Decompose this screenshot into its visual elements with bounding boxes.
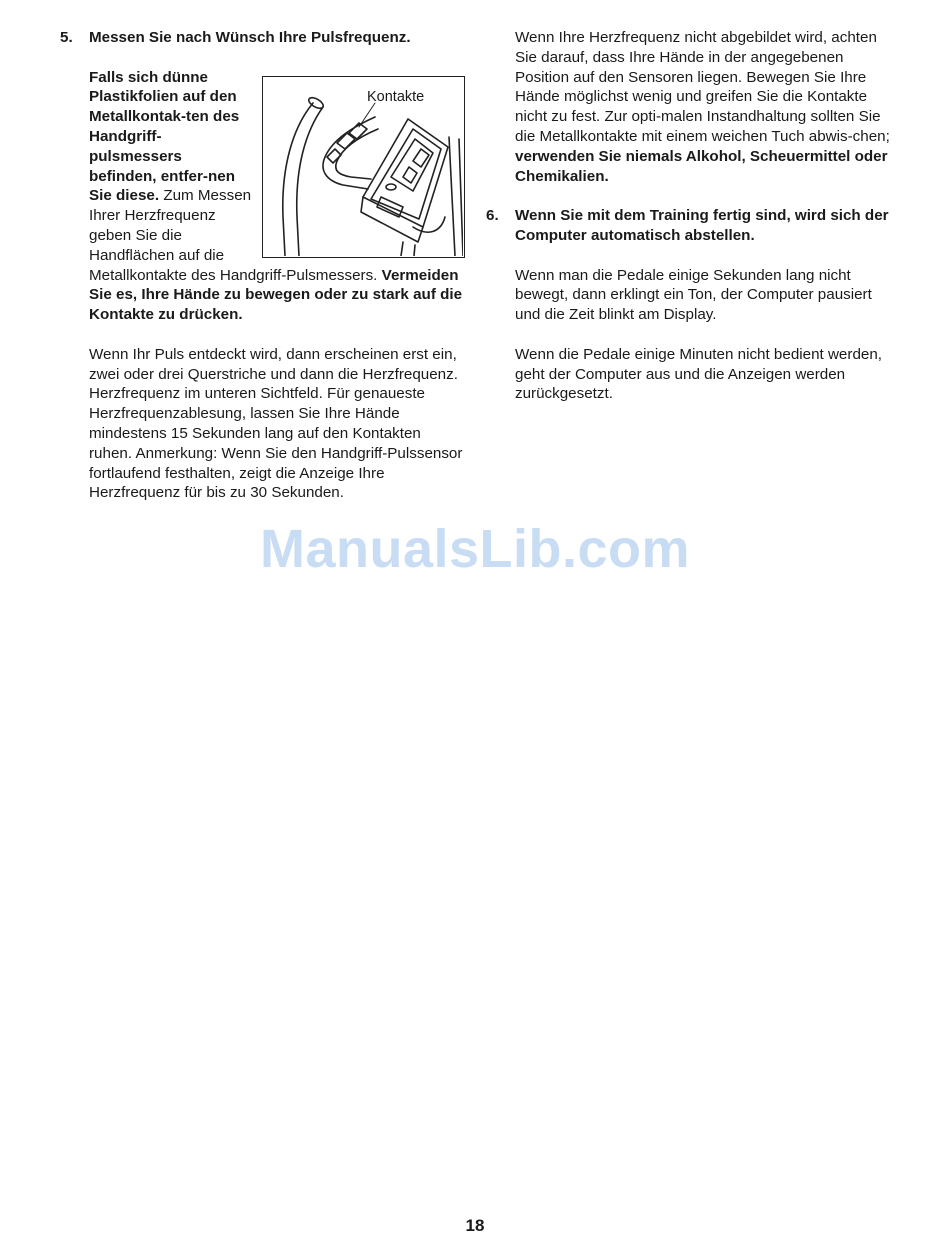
page-number: 18 — [465, 1216, 485, 1235]
step-5-number: 5. — [60, 29, 73, 46]
step-5-continued — [486, 28, 896, 186]
watermark: ManualsLib.com — [259, 519, 691, 579]
step-6-paragraph-1: Wenn man die Pedale einige Sekunden lang nicht bewegt, dann erklingt ein Ton, der Computer pausiert und die Zeit blinkt am Display. — [515, 266, 872, 324]
step-6-number: 6. — [486, 207, 499, 225]
step-5-continuation — [515, 28, 896, 186]
step-6-heading: Wenn Sie mit dem Training fertig sind, wird sich der Computer automatisch abstellen. — [515, 207, 889, 244]
continuation-text: Wenn Ihre Herzfrequenz nicht abgebildet wird, achten Sie darauf, dass Ihre Hände in der angegebenen Position auf den Sensoren liegen. Bewegen Sie Ihre Hände möglichst wenig und greifen Sie die Kontakte nicht zu fest. Zur opti-malen Instandhaltung sollten Sie die Metallkontakte mit einem weichen Tuch abwis-chen; — [515, 29, 890, 145]
step-5-bold-intro: Falls sich dünne Plastikfolien auf den Metallkontak-ten des Handgriff-pulsmessers befinden, entfer-nen Sie diese. — [89, 68, 240, 205]
right-column — [486, 28, 896, 404]
figure-label-contacts: Kontakte — [367, 88, 425, 105]
continuation-warning: verwenden Sie niemals Alkohol, Scheuermittel oder Chemikalien. — [515, 147, 888, 185]
step-6-paragraph-2: Wenn die Pedale einige Minuten nicht bedient werden, geht der Computer aus und die Anzeigen werden zurückgesetzt. — [515, 345, 882, 403]
left-column — [60, 28, 465, 503]
handgrip-illustration — [263, 77, 463, 256]
step-5-heading: Messen Sie nach Wünsch Ihre Pulsfrequenz. — [89, 29, 411, 46]
step-5-detail: Wenn Ihr Puls entdeckt wird, dann erscheinen erst ein, zwei oder drei Querstriche und dann die Herzfrequenz. Herzfrequenz im unteren Sichtfeld. Für genaueste Herzfrequenzablesung, lassen Sie Ihre Hände mindestens 15 Sekunden lang auf den Kontakten ruhen. Anmerkung: Wenn Sie den Handgriff-Pulssensor fortlaufend festhalten, zeigt die Anzeige Ihre Herzfrequenz für bis zu 30 Sekunden. — [89, 345, 463, 502]
step-5-measure-text: Zum Messen Ihrer Herzfrequenz geben Sie die Handflächen auf die Metallkontakte des Handgriff-Pulsmessers. — [89, 187, 378, 284]
handgrip-pulse-figure — [262, 76, 465, 258]
step-5 — [60, 28, 465, 503]
step-5-warning: Vermeiden Sie es, Ihre Hände zu bewegen oder zu stark auf die Kontakte zu drücken. — [89, 266, 463, 324]
step-6 — [486, 206, 896, 404]
